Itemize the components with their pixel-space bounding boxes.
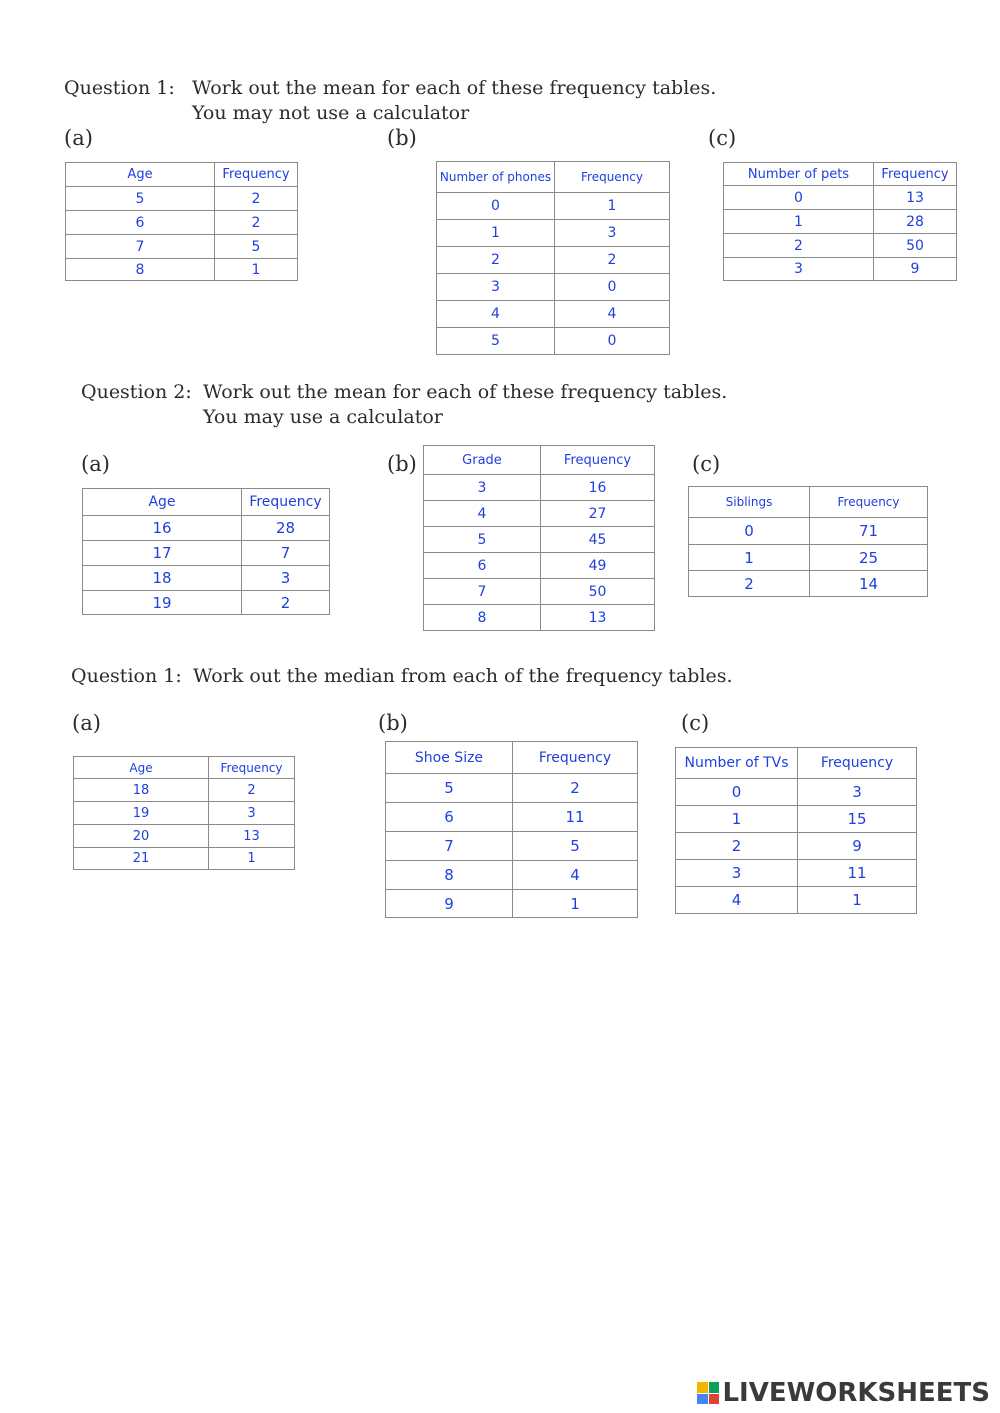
frequency-table	[73, 756, 295, 870]
table-cell: 5	[215, 235, 298, 259]
table-cell: 2	[437, 247, 555, 274]
question-text-line1: Work out the median from each of the frequency tables.	[193, 665, 733, 687]
table-cell: 3	[555, 220, 670, 247]
table-cell: 9	[798, 833, 917, 860]
brand-name: LIVEWORKSHEETS	[722, 1378, 990, 1408]
table-row	[74, 848, 295, 870]
table-cell: 45	[541, 527, 655, 553]
table-cell: 2	[724, 234, 874, 258]
table-cell: 4	[513, 861, 638, 890]
column-header: Number of TVs	[676, 748, 798, 779]
table-cell: 7	[386, 832, 513, 861]
part-label: (c)	[708, 126, 737, 150]
column-header: Siblings	[689, 487, 810, 518]
table-row	[689, 571, 928, 597]
table-cell: 13	[874, 186, 957, 210]
table-cell: 8	[66, 259, 215, 281]
column-header: Number of pets	[724, 163, 874, 186]
table-cell: 71	[810, 518, 928, 545]
table-cell: 17	[83, 541, 242, 566]
table-cell: 28	[242, 516, 330, 541]
table-cell: 19	[83, 591, 242, 615]
question-heading	[64, 76, 764, 126]
frequency-table	[65, 162, 298, 281]
table-row	[66, 187, 298, 211]
frequency-table	[385, 741, 638, 918]
table-cell: 3	[724, 258, 874, 281]
table-cell: 21	[74, 848, 209, 870]
frequency-table	[82, 488, 330, 615]
table-row	[66, 235, 298, 259]
table-row	[437, 220, 670, 247]
table-row	[437, 274, 670, 301]
column-header: Age	[83, 489, 242, 516]
table-cell: 1	[209, 848, 295, 870]
table-cell: 50	[874, 234, 957, 258]
column-header: Frequency	[209, 757, 295, 779]
table-row	[424, 501, 655, 527]
table-row	[83, 541, 330, 566]
part-label: (a)	[72, 711, 101, 735]
table-row	[386, 890, 638, 918]
table-row	[386, 861, 638, 890]
question-text-line1: Work out the mean for each of these frequency tables.	[192, 77, 717, 99]
liveworksheets-logo-icon	[697, 1382, 719, 1404]
part-label: (c)	[692, 452, 721, 476]
question-heading	[81, 380, 781, 430]
frequency-table	[723, 162, 957, 281]
table-cell: 3	[676, 860, 798, 887]
table-row	[66, 211, 298, 235]
table-row	[437, 247, 670, 274]
part-label: (a)	[81, 452, 110, 476]
table-cell: 2	[215, 187, 298, 211]
table-cell: 3	[437, 274, 555, 301]
table-cell: 4	[555, 301, 670, 328]
table-cell: 0	[437, 193, 555, 220]
table-row	[66, 259, 298, 281]
column-header: Number of phones	[437, 162, 555, 193]
table-row	[437, 301, 670, 328]
column-header: Frequency	[242, 489, 330, 516]
table-cell: 3	[798, 779, 917, 806]
table-cell: 25	[810, 545, 928, 571]
table-cell: 6	[66, 211, 215, 235]
frequency-table	[688, 486, 928, 597]
part-label: (a)	[64, 126, 93, 150]
table-row	[689, 518, 928, 545]
column-header: Frequency	[555, 162, 670, 193]
table-cell: 2	[676, 833, 798, 860]
table-cell: 2	[513, 774, 638, 803]
table-cell: 7	[242, 541, 330, 566]
question-heading	[71, 664, 771, 690]
column-header: Age	[74, 757, 209, 779]
table-row	[74, 802, 295, 825]
table-cell: 1	[513, 890, 638, 918]
table-cell: 8	[386, 861, 513, 890]
table-cell: 16	[541, 475, 655, 501]
table-cell: 2	[242, 591, 330, 615]
column-header: Frequency	[798, 748, 917, 779]
column-header: Grade	[424, 446, 541, 475]
table-row	[424, 579, 655, 605]
table-cell: 19	[74, 802, 209, 825]
table-row	[386, 774, 638, 803]
table-cell: 1	[798, 887, 917, 914]
table-row	[676, 779, 917, 806]
table-cell: 16	[83, 516, 242, 541]
part-label: (b)	[387, 126, 417, 150]
question-text-line2: You may use a calculator	[203, 406, 443, 428]
table-cell: 0	[555, 274, 670, 301]
table-cell: 15	[798, 806, 917, 833]
table-row	[724, 186, 957, 210]
part-label: (b)	[387, 452, 417, 476]
table-cell: 50	[541, 579, 655, 605]
table-cell: 13	[541, 605, 655, 631]
question-text-line1: Work out the mean for each of these frequency tables.	[203, 381, 728, 403]
table-row	[74, 779, 295, 802]
table-cell: 0	[676, 779, 798, 806]
table-cell: 1	[437, 220, 555, 247]
table-row	[83, 516, 330, 541]
table-row	[437, 328, 670, 355]
column-header: Frequency	[215, 163, 298, 187]
table-cell: 5	[437, 328, 555, 355]
table-cell: 4	[676, 887, 798, 914]
table-cell: 0	[724, 186, 874, 210]
table-cell: 9	[874, 258, 957, 281]
table-row	[424, 553, 655, 579]
table-cell: 2	[555, 247, 670, 274]
table-cell: 27	[541, 501, 655, 527]
column-header: Frequency	[874, 163, 957, 186]
table-cell: 8	[424, 605, 541, 631]
table-row	[74, 825, 295, 848]
table-cell: 1	[555, 193, 670, 220]
part-label: (c)	[681, 711, 710, 735]
table-row	[386, 803, 638, 832]
column-header: Frequency	[541, 446, 655, 475]
table-cell: 1	[676, 806, 798, 833]
table-row	[83, 591, 330, 615]
table-cell: 3	[424, 475, 541, 501]
table-cell: 9	[386, 890, 513, 918]
table-row	[83, 566, 330, 591]
table-cell: 3	[242, 566, 330, 591]
table-cell: 4	[424, 501, 541, 527]
liveworksheets-brand	[697, 1378, 990, 1408]
table-cell: 5	[386, 774, 513, 803]
table-cell: 5	[513, 832, 638, 861]
table-row	[676, 860, 917, 887]
question-label: Question 1:	[71, 665, 182, 687]
table-cell: 2	[689, 571, 810, 597]
column-header: Shoe Size	[386, 742, 513, 774]
table-cell: 3	[209, 802, 295, 825]
table-cell: 49	[541, 553, 655, 579]
table-row	[424, 605, 655, 631]
table-row	[676, 806, 917, 833]
column-header: Frequency	[513, 742, 638, 774]
table-cell: 0	[555, 328, 670, 355]
part-label: (b)	[378, 711, 408, 735]
table-cell: 1	[215, 259, 298, 281]
table-row	[724, 258, 957, 281]
table-cell: 0	[689, 518, 810, 545]
table-row	[689, 545, 928, 571]
table-cell: 7	[424, 579, 541, 605]
table-cell: 28	[874, 210, 957, 234]
table-row	[437, 193, 670, 220]
table-cell: 6	[386, 803, 513, 832]
table-row	[386, 832, 638, 861]
question-label: Question 1:	[64, 77, 175, 99]
table-cell: 14	[810, 571, 928, 597]
table-cell: 5	[66, 187, 215, 211]
table-row	[676, 887, 917, 914]
table-cell: 6	[424, 553, 541, 579]
table-cell: 20	[74, 825, 209, 848]
table-cell: 2	[209, 779, 295, 802]
question-label: Question 2:	[81, 381, 192, 403]
table-cell: 1	[689, 545, 810, 571]
question-text-line2: You may not use a calculator	[192, 102, 470, 124]
table-row	[724, 210, 957, 234]
table-cell: 18	[74, 779, 209, 802]
table-row	[724, 234, 957, 258]
table-cell: 2	[215, 211, 298, 235]
table-cell: 7	[66, 235, 215, 259]
frequency-table	[675, 747, 917, 914]
frequency-table	[423, 445, 655, 631]
table-cell: 11	[513, 803, 638, 832]
table-cell: 13	[209, 825, 295, 848]
table-cell: 18	[83, 566, 242, 591]
table-row	[424, 475, 655, 501]
table-row	[676, 833, 917, 860]
frequency-table	[436, 161, 670, 355]
table-cell: 1	[724, 210, 874, 234]
table-cell: 5	[424, 527, 541, 553]
column-header: Frequency	[810, 487, 928, 518]
column-header: Age	[66, 163, 215, 187]
table-cell: 4	[437, 301, 555, 328]
table-cell: 11	[798, 860, 917, 887]
table-row	[424, 527, 655, 553]
